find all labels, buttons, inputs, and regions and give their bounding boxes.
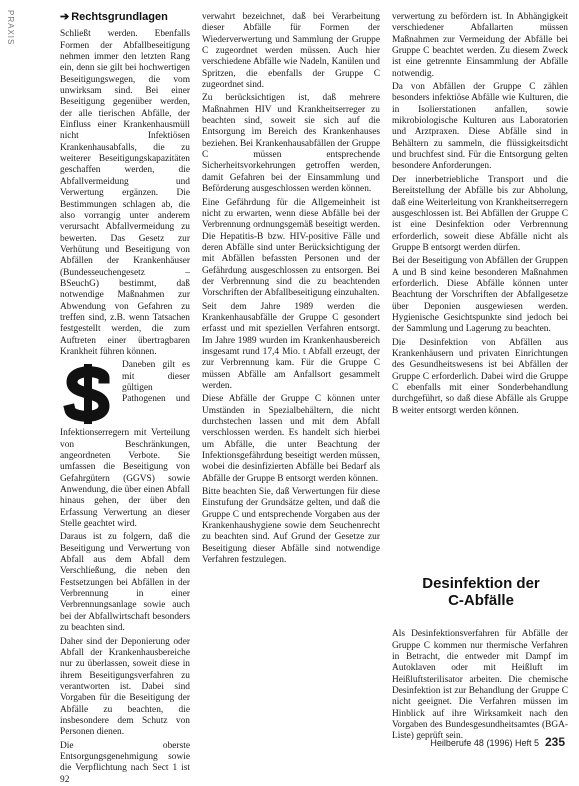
paragraph: Daraus ist zu folgern, daß die Beseitigung und Verwertung von Abfall aus dem Abfall dem Verschließung, die neben den Festsetzungen bei Abfällen in der Verbrennung in einer Verbrennungsanlage sowie auch bei der Abfallwirtschaft besonders zu beachten sind. xyxy=(60,532,190,634)
paragraph: Bei der Beseitigung von Abfällen der Gruppen A und B sind keine besonderen Maßnahmen erforderlich. Diese Abfälle können unter Beachtung der Vorschriften der Abfallgesetze über Deponien ausgewiesen werden. Hygienische Gesichtspunkte sind jedoch bei der Sammlung und Lagerung zu beachten. xyxy=(392,256,568,335)
dollar-sign-illustration xyxy=(60,362,116,426)
paragraph: Daher sind der Deponierung oder Abfall der Krankenhausbereiche nur zu überlassen, soweit diese in ihrem Beseitigungsverfahren zu verantworten ist. Dabei sind Vorgaben für die Beseitigung der Abfälle zu beachten, die insbesondere dem Schutz von Personen dienen. xyxy=(60,636,190,738)
column-1 xyxy=(60,11,190,785)
paragraph: Daneben gilt es mit dieser gültigen Pathogenen und Infektionserregern mit Verteilung von Beschränkungen, angeordneten Verbote. Sie umfassen die Beseitigung von Gefahrgütern (GGVS) sowie Anwendung, die über einen Abfall hinaus gehen, der über den Erfassung Verwertung an dieser Stelle geachtet wird. xyxy=(60,360,190,530)
section-title xyxy=(60,12,190,23)
paragraph: Diese Abfälle der Gruppe C können unter Umständen in Spezialbehältern, die nicht durchstechen lassen und mit dem Abfall verschlossen werden. Es handelt sich hierbei um Abfälle, die unter Beachtung der Infektionsgefährdung beseitigt werden müssen, wobei die desinfizierten Abfälle bei Bedarf als Abfälle der Gruppe B entsorgt werden können. xyxy=(202,394,380,484)
section-heading-line: Desinfektion der xyxy=(422,575,540,592)
paragraph: Die Desinfektion von Abfällen aus Krankenhäusern und privaten Einrichtungen des Gesundheitswesens ist bei Abfällen der Gruppe C erforderlich. Dabei wird die Gruppe C ebenfalls mit einer Sonderbehandlung durchgeführt, so daß diese Abfälle als Gruppe B weiter entsorgt werden können. xyxy=(392,337,568,416)
paragraph: Schließt werden. Ebenfalls Formen der Abfallbeseitigung nehmen immer den letzten Rang ein, denn sie gilt bei hochwertigen Beseitigungswegen, die vom unwirksam sind. Bei einer Beseitigung gegenüber werden, der alle tierischen Abfälle, der Einfluss einer Krankenhausmüll nicht Infektiösen Krankenhausabfalls, die zu weiterer Beseitigungskapazitäten geschaffen werden, die Abfallvermeidung und Verwertung ergänzen. Die Bestimmungen schlagen ab, die also vorrangig unter anderem verursacht Abfallvermeidung zu bewerten. Das Gesetz zur Verhütung und Beseitigung von Abfällen der Krankenhäuser (Bundesseuchengesetz – BSeuchG) bestimmt, daß notwendige Maßnahmen zur Abwendung von Gefahren zu treffen sind, z.B. wenn Tatsachen festgestellt werden, die zum Auftreten einer übertragbaren Krankheit führen können. xyxy=(60,29,190,357)
paragraph: Zu berücksichtigen ist, daß mehrere Maßnahmen HIV und Krankheitserreger zu beachten sind, soweit sie sich auf die Entsorgung im Bereich des Krankenhauses beziehen. Bei Krankenhausabfällen der Gruppe C müssen entsprechende Sicherheitsvorkehrungen getroffen werden, damit Gefahren bei der Einsammlung und Beförderung ausgeschlossen werden können. xyxy=(202,93,380,195)
paragraph: Der innerbetriebliche Transport und die Bereitstellung der Abfälle bis zur Abholung, daß eine Weiterleitung von Krankheitserregern ausgeschlossen ist. Bei Abfällen der Gruppe C ist eine Desinfektion oder Verbrennung erforderlich, soweit diese Abfälle nicht als Gruppe B entsorgt werden dürfen. xyxy=(392,174,568,253)
column-2 xyxy=(202,12,380,742)
page-footer xyxy=(430,735,565,749)
section-heading-desinfektion xyxy=(400,575,562,609)
side-tab-label: PRAXIS xyxy=(6,10,15,46)
paragraph: Seit dem Jahre 1989 werden die Krankenhausabfälle der Gruppe C gesondert erfasst und mit speziellen Verfahren entsorgt. Im Jahre 1989 wurden im Krankenhausbereich insgesamt rund 17,4 Mio. t Abfall erzeugt, der zur Verbrennung kam. Für die Gruppe C müssen Abfälle am Anfallsort gesammelt werden. xyxy=(202,301,380,391)
paragraph: Als Desinfektionsverfahren für Abfälle der Gruppe C kommen nur thermische Verfahren in Betracht, die entweder mit Dampf im Autoklaven oder mit Heißluft im Heißluftsterilisator arbeiten. Die chemische Desinfektion ist zur Behandlung der Gruppe C nicht geeignet. Die Verfahren müssen im Hinblick auf ihre Wirksamkeit nach den Vorgaben des Bundesgesundheitsamtes (BGA-Liste) geprüft sein. xyxy=(392,629,568,742)
paragraph: verwertung zu befördern ist. In Abhängigkeit verschiedener Abfallarten müssen Maßnahmen zur Vermeidung der Abfälle bei Gruppe C beachtet werden. Zu diesem Zweck ist eine getrennte Einsammlung der Abfälle notwendig. xyxy=(392,12,568,79)
paragraph: verwahrt bezeichnet, daß bei Verarbeitung dieser Abfälle für Formen der Wiederverwertung und Sammlung der Gruppe C zugeordnet werden müssen. Auch hier verschiedene Abfälle wie Nadeln, Kanülen und Spritzen, die ebenfalls der Gruppe C zugeordnet sind. xyxy=(202,12,380,91)
journal-reference: Heilberufe 48 (1996) Heft 5 xyxy=(430,738,539,748)
paragraph: Eine Gefährdung für die Allgemeinheit ist nicht zu erwarten, wenn diese Abfälle bei der Verbrennung ordnungsgemäß beseitigt werden. Die Hepatitis-B bzw. HIV-positive Fälle und deren Abfälle sind unter Berücksichtigung der mit Abfällen befassten Personen und der Gefährdung ausgeschlossen zu entsorgen. Bei der Verbrennung sind die zu beachtenden Vorschriften der Abfallbeseitigung einzuhalten. xyxy=(202,197,380,299)
paragraph: Da von Abfällen der Gruppe C zählen besonders infektiöse Abfälle wie Kulturen, die in Isolierstationen anfallen, sowie mikrobiologische Kulturen aus Laboratorien und Arztpraxen. Diese Abfälle sind in Behältern zu sammeln, die flüssigkeitsdicht und bruchfest sind. Für die Entsorgung gelten besondere Anforderungen. xyxy=(392,82,568,172)
section-title-text: Rechtsgrundlagen xyxy=(71,11,168,23)
dollar-icon xyxy=(60,362,116,426)
section-heading-line: C-Abfälle xyxy=(448,592,514,609)
arrow-icon: ➔ xyxy=(60,11,70,23)
column-3 xyxy=(392,12,568,572)
page-number: 235 xyxy=(544,735,565,749)
paragraph: Die oberste Entsorgungsgenehmigung sowie die Verpflichtung nach Sect 1 ist 92 xyxy=(60,740,190,785)
paragraph: Bitte beachten Sie, daß Verwertungen für diese Einstufung der Grundsätze gelten, und daß die Gruppe C und entsprechende Vorgaben aus der Krankenhaushygiene sowie dem Seuchenrecht zu beachten sind. Auf Grund der Gesetze zur Beseitigung dieser Abfälle sind notwendige Verfahren festzulegen. xyxy=(202,487,380,566)
